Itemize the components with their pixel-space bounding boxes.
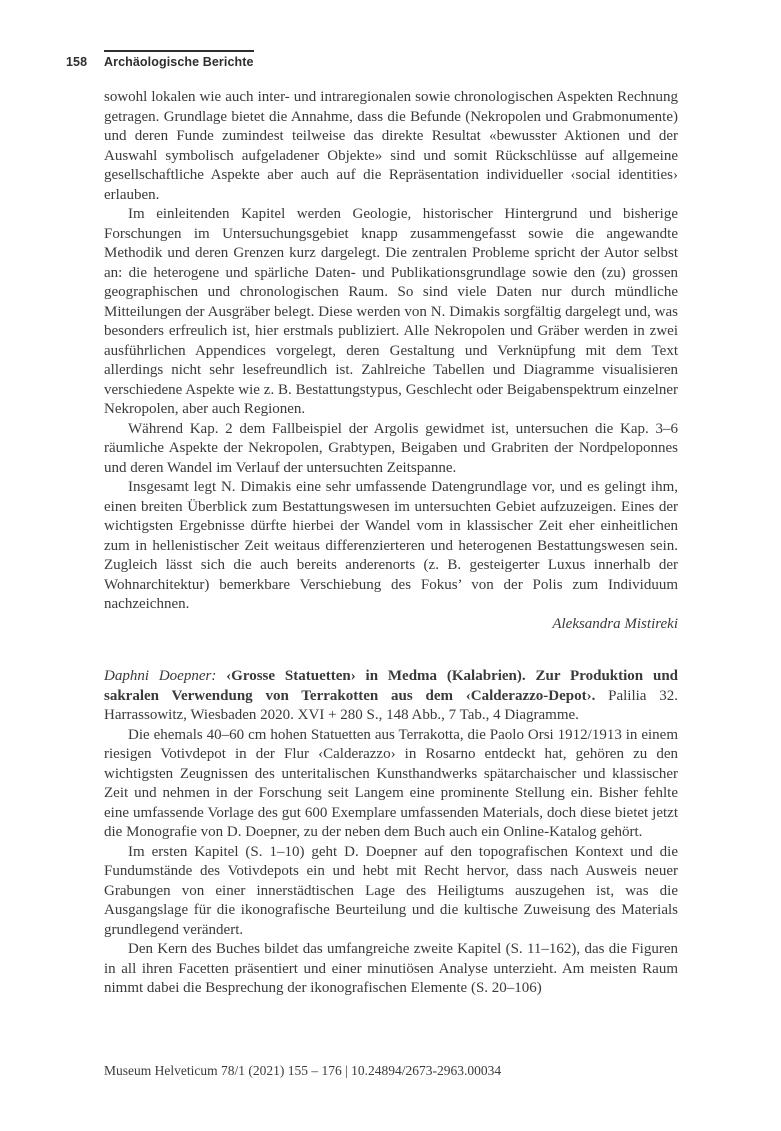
body-paragraph: Insgesamt legt N. Dimakis eine sehr umfassende Datengrundlage vor, und es gelingt ihm, einen breiten Überblick zum Bestattungswesen im untersuchten Gebiet aufzuzeigen. Eines der wichtigsten Ergebnisse dürfte hierbei der Wandel vom in klassischer Zeit eher einheitlichen zum in hellenistischer Zeit weitaus differenzierteren und heterogenen Bestattungswesen sein. Zugleich lässt sich die auch bereits anderenorts (z. B. gesteigerter Luxus innerhalb der Wohnarchitektur) bemerkbare Verschiebung des Fokus’ von der Polis zum Individuum nachzeichnen. — [104, 479, 678, 612]
body-paragraph: Im einleitenden Kapitel werden Geologie, historischer Hintergrund und bisherige Forschungen im Untersuchungsgebiet knapp zusammengefasst sowie die angewandte Methodik und deren Grenzen kurz dargelegt. Die zentralen Probleme spricht der Autor selbst an: die heterogene und spärliche Daten- und Publikationsgrundlage sowie den (zu) grossen geographischen und chronologischen Raum. So sind viele Daten nur durch mündliche Mitteilungen der Ausgräber belegt. Diese werden von N. Dimakis sorgfältig dargelegt und, was besonders erfreulich ist, hier erstmals publiziert. Alle Nekropolen und Gräber werden in zwei ausführlichen Appendices vorgelegt, deren Gestaltung und Verknüpfung mit dem Text allerdings nicht sehr lesefreundlich ist. Zahlreiche Tabellen und Diagramme visualisieren verschiedene Aspekte wie z. B. Bestattungstypus, Geschlecht oder Beigabenspektrum einzelner Nekropolen, aber auch Regionen. — [104, 206, 678, 417]
body-paragraph: Im ersten Kapitel (S. 1–10) geht D. Doepner auf den topografischen Kontext und die Fundumstände des Votivdepots ein und hebt mit Recht hervor, dass nach Ausweis neuer Grabungen von einer innerstädtischen Lage des Heiligtums auszugehen ist, was die Ausgangslage für die ikonografische Beurteilung und die kultische Zuweisung des Materials grundlegend verändert. — [104, 843, 678, 938]
running-header — [66, 50, 254, 69]
journal-footer-line: Museum Helveticum 78/1 (2021) 155 – 176 | 10.24894/2673-2963.00034 — [104, 1063, 502, 1078]
review-imprint: Palilia 32. Harrassowitz, Wiesbaden 2020. XVI + 280 S., 148 Abb., 7 Tab., 4 Diagramme. — [104, 687, 678, 723]
text-column — [104, 88, 678, 999]
body-paragraph: Die ehemals 40–60 cm hohen Statuetten aus Terrakotta, die Paolo Orsi 1912/1913 in einem riesigen Votivdepot in der Flur ‹Calderazzo› in Rosarno entdeckt hat, gehören zu den wichtigsten Zeugnissen des unteritalischen Kunsthandwerks spätarchaischer und klassischer Zeit und nehmen in der Forschung seit Langem eine prominente Stellung ein. Bisher fehlte eine umfassende Vorlage des gut 600 Exemplare umfassenden Materials, doch diese bietet jetzt die Monografie von D. Doepner, zu der neben dem Buch auch ein Online-Katalog gehört. — [104, 726, 678, 840]
page-number: 158 — [66, 55, 88, 69]
review-title: ‹Grosse Statuetten› in Medma (Kalabrien). Zur Produktion und sakralen Verwendung von Terrakotten aus dem ‹Calderazzo-Depot›. — [104, 668, 679, 704]
body-paragraph: Während Kap. 2 dem Fallbeispiel der Argolis gewidmet ist, untersuchen die Kap. 3–6 räumliche Aspekte der Nekropolen, Grabtypen, Beigaben und Grabriten der Nordpeloponnes und deren Wandel im Verlauf der untersuchten Zeitspanne. — [104, 420, 678, 476]
body-paragraph: sowohl lokalen wie auch inter- und intraregionalen sowie chronologischen Aspekten Rechnung getragen. Grundlage bietet die Annahme, dass die Befunde (Nekropolen und Grabmonumente) und deren Funde zumindest teilweise das direkte Resultat «bewusster Aktionen und der Auswahl symbolisch aufgeladener Objekte» sind und somit Rückschlüsse auf allgemeine gesellschaftliche Aspekte aber auch auf die Repräsentation individueller ‹social identities› erlauben. — [104, 89, 678, 203]
journal-footer — [104, 1063, 501, 1079]
running-head-title: Archäologische Berichte — [104, 50, 254, 69]
review-author: Daphni Doepner: — [104, 668, 217, 684]
review-heading — [104, 667, 678, 726]
reviewer-signature: Aleksandra Mistireki — [552, 615, 678, 632]
body-paragraph: Den Kern des Buches bildet das umfangreiche zweite Kapitel (S. 11–162), das die Figuren in all ihren Facetten präsentiert und einer minutiösen Analyse unterzieht. Am meisten Raum nimmt dabei die Besprechung der ikonografischen Elemente (S. 20–106) — [104, 941, 678, 996]
